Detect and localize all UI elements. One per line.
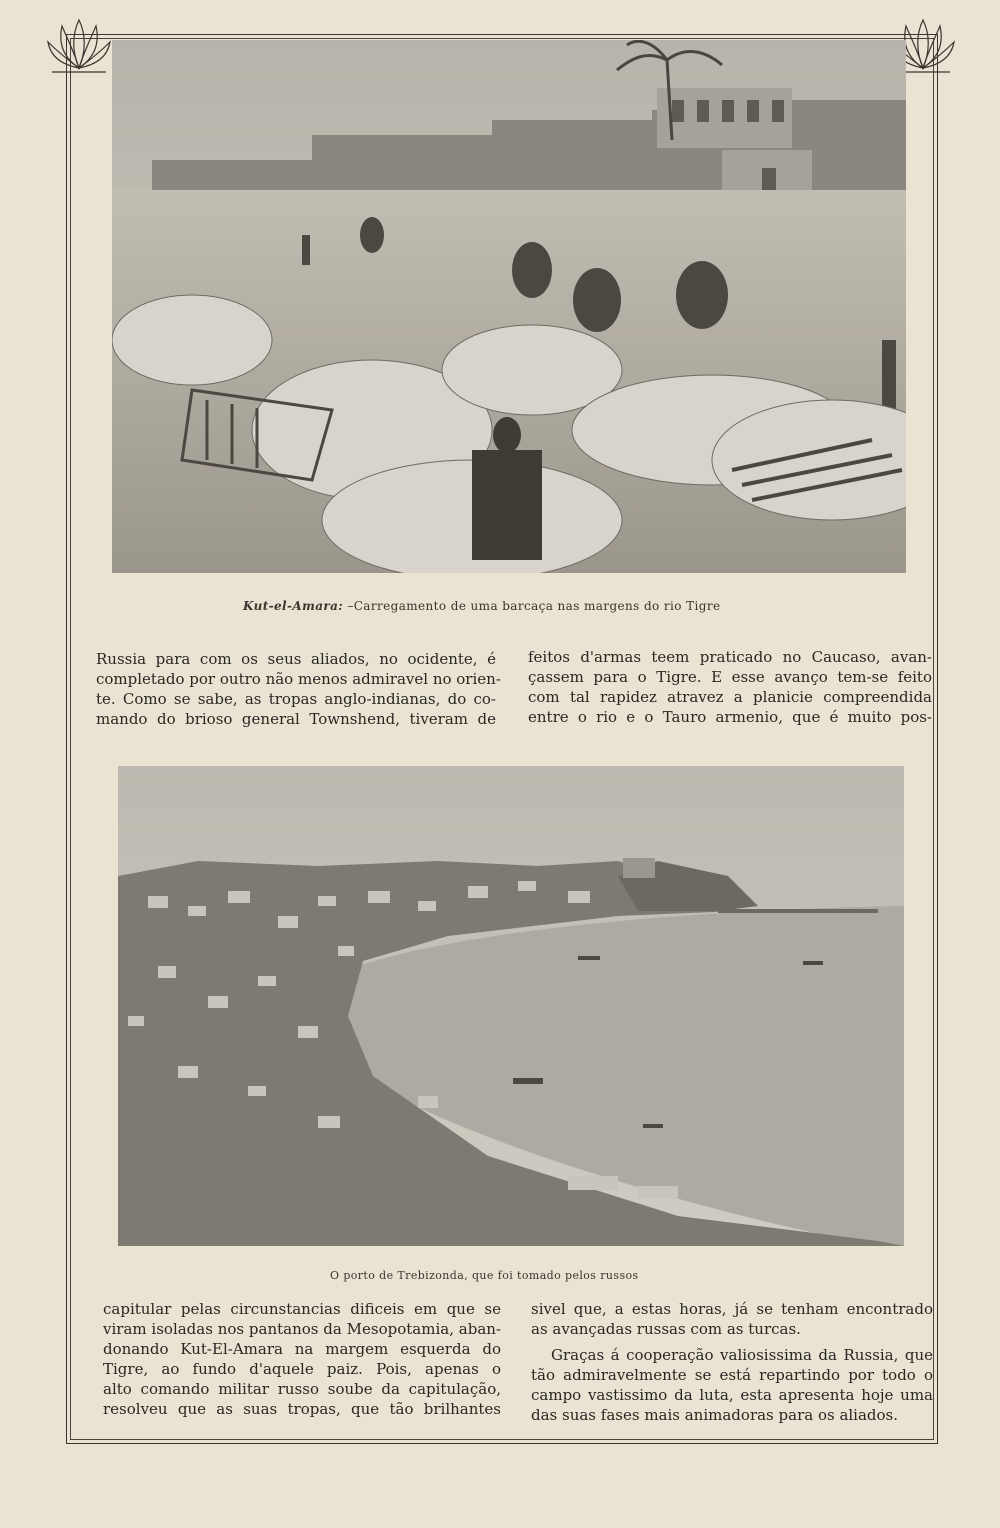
text-line: Graças á cooperação valiosissima da Russia, que xyxy=(551,1346,933,1364)
text-line: campo vastissimo da luta, esta apresenta hoje uma xyxy=(531,1386,933,1404)
text-line: Tigre, ao fundo d'aquele paiz. Pois, apenas o xyxy=(103,1360,501,1378)
text-line: viram isoladas nos pantanos da Mesopotamia, aban- xyxy=(103,1320,501,1338)
text-line: alto comando militar russo soube da capitulação, xyxy=(103,1380,501,1398)
article-column-top-left xyxy=(96,649,501,729)
text-line: tão admiravelmente se está repartindo por todo o xyxy=(531,1366,933,1384)
text-line: resolveu que as suas tropas, que tão brilhantes xyxy=(103,1400,501,1418)
article-column-bottom-left xyxy=(103,1299,501,1419)
caption-kut-el-amara xyxy=(243,599,720,613)
text-line: donando Kut-El-Amara na margem esquerda do xyxy=(103,1340,501,1358)
text-line: Russia para com os seus aliados, no ocidente, é xyxy=(96,650,496,668)
text-line: sivel que, a estas horas, já se tenham encontrado xyxy=(531,1300,933,1318)
text-line: entre o rio e o Tauro armenio, que é muito pos- xyxy=(528,708,932,726)
text-line: as avançadas russas com as turcas. xyxy=(531,1320,801,1338)
caption-rest: –Carregamento de uma barcaça nas margens do rio Tigre xyxy=(343,599,721,613)
text-line: mando do brioso general Townshend, tiveram de xyxy=(96,710,496,728)
photo-kut-el-amara xyxy=(112,40,906,573)
text-line: te. Como se sabe, as tropas anglo-indianas, do co- xyxy=(96,690,496,708)
text-line: capitular pelas circunstancias dificeis em que se xyxy=(103,1300,501,1318)
text-line: com tal rapidez atravez a planicie compreendida xyxy=(528,688,932,706)
text-line: das suas fases mais animadoras para os aliados. xyxy=(531,1406,899,1424)
caption-trebizond: O porto de Trebizonda, que foi tomado pelos russos xyxy=(330,1269,639,1282)
article-column-top-right xyxy=(528,647,932,727)
article-column-bottom-right xyxy=(531,1299,933,1425)
text-line: feitos d'armas teem praticado no Caucaso, avan- xyxy=(528,648,932,666)
caption-lead: Kut-el-Amara: xyxy=(243,599,344,613)
photo-trebizond-port xyxy=(118,766,904,1246)
text-line: çassem para o Tigre. E esse avanço tem-se feito xyxy=(528,668,932,686)
corner-ornament-left xyxy=(44,18,114,74)
text-line: completado por outro não menos admiravel no orien- xyxy=(96,670,501,688)
